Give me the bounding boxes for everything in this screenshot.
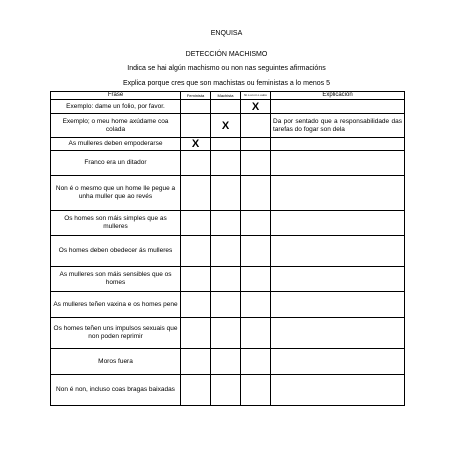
cell-ningun[interactable] xyxy=(241,114,271,138)
cell-frase: Moros fuera xyxy=(51,349,181,375)
cell-machista[interactable] xyxy=(211,349,241,375)
header-explicacion: Explicación xyxy=(271,92,405,100)
cell-ningun[interactable] xyxy=(241,151,271,176)
cell-ningun[interactable] xyxy=(241,318,271,349)
cell-feminista[interactable] xyxy=(181,292,211,318)
cell-frase: Exemplo: dame un folio, por favor. xyxy=(51,100,181,114)
cell-ningun[interactable] xyxy=(241,211,271,236)
x-mark: X xyxy=(251,100,260,113)
cell-feminista[interactable] xyxy=(181,151,211,176)
cell-machista[interactable] xyxy=(211,114,241,138)
cell-machista[interactable] xyxy=(211,318,241,349)
cell-ningun[interactable] xyxy=(241,267,271,292)
table-row xyxy=(51,211,405,236)
cell-explicacion[interactable]: Da por sentado que a responsabilidade das tarefas do fogar son dela xyxy=(271,114,405,138)
cell-frase: As mulleres son máis sensibles que os homes xyxy=(51,267,181,292)
cell-machista[interactable] xyxy=(211,211,241,236)
cell-explicacion[interactable] xyxy=(271,292,405,318)
table-row xyxy=(51,349,405,375)
cell-explicacion[interactable] xyxy=(271,236,405,267)
table-row xyxy=(51,267,405,292)
cell-feminista[interactable] xyxy=(181,318,211,349)
cell-frase: Exemplo; o meu home axúdame coa colada xyxy=(51,114,181,138)
instruction-line-1: Indica se hai algún machismo ou non nas seguintes afirmacións xyxy=(127,65,326,72)
table-header-row xyxy=(51,92,405,100)
instruction-line-2: Explica porque cres que son machistas ou feministas a lo menos 5 xyxy=(123,80,330,87)
cell-feminista[interactable] xyxy=(181,100,211,114)
cell-feminista[interactable] xyxy=(181,114,211,138)
cell-machista[interactable] xyxy=(211,100,241,114)
table-row xyxy=(51,114,405,138)
table-row xyxy=(51,100,405,114)
cell-feminista[interactable] xyxy=(181,211,211,236)
cell-explicacion[interactable] xyxy=(271,138,405,151)
cell-ningun[interactable] xyxy=(241,100,271,114)
cell-frase: Franco era un ditador xyxy=(51,151,181,176)
cell-explicacion[interactable] xyxy=(271,176,405,211)
cell-frase: Non é o mesmo que un home lle pegue a unha muller que ao revés xyxy=(51,176,181,211)
document-title: ENQUISA xyxy=(210,30,243,37)
cell-feminista[interactable] xyxy=(181,375,211,406)
cell-machista[interactable] xyxy=(211,292,241,318)
cell-explicacion[interactable] xyxy=(271,318,405,349)
cell-feminista[interactable] xyxy=(181,349,211,375)
cell-feminista[interactable] xyxy=(181,138,211,151)
cell-ningun[interactable] xyxy=(241,176,271,211)
cell-explicacion[interactable] xyxy=(271,211,405,236)
cell-frase: Os homes teñen uns impulsos sexuais que non poden reprimir xyxy=(51,318,181,349)
cell-frase: As mulleres deben empoderarse xyxy=(51,138,181,151)
header-machista: Machista xyxy=(211,92,241,100)
cell-explicacion[interactable] xyxy=(271,349,405,375)
cell-ningun[interactable] xyxy=(241,236,271,267)
cell-frase: Non é non, incluso coas bragas baixadas xyxy=(51,375,181,406)
cell-explicacion[interactable] xyxy=(271,100,405,114)
header-feminista: Feminista xyxy=(181,92,211,100)
cell-ningun[interactable] xyxy=(241,138,271,151)
cell-machista[interactable] xyxy=(211,267,241,292)
header-ningun: Ni o un ni o outro xyxy=(241,92,271,100)
cell-frase: Os homes son máis simples que as mulleres xyxy=(51,211,181,236)
header-frase: Frase xyxy=(51,92,181,100)
cell-explicacion[interactable] xyxy=(271,267,405,292)
x-mark: X xyxy=(221,119,230,132)
cell-feminista[interactable] xyxy=(181,267,211,292)
cell-feminista[interactable] xyxy=(181,176,211,211)
cell-machista[interactable] xyxy=(211,236,241,267)
table-row xyxy=(51,151,405,176)
cell-machista[interactable] xyxy=(211,138,241,151)
table-row xyxy=(51,236,405,267)
cell-ningun[interactable] xyxy=(241,292,271,318)
cell-explicacion[interactable] xyxy=(271,151,405,176)
cell-ningun[interactable] xyxy=(241,375,271,406)
table-row xyxy=(51,138,405,151)
table-row xyxy=(51,375,405,406)
table-row xyxy=(51,318,405,349)
table-row xyxy=(51,176,405,211)
cell-explicacion[interactable] xyxy=(271,375,405,406)
document-subtitle: DETECCIÓN MACHISMO xyxy=(185,51,268,58)
cell-feminista[interactable] xyxy=(181,236,211,267)
cell-ningun[interactable] xyxy=(241,349,271,375)
cell-machista[interactable] xyxy=(211,151,241,176)
cell-machista[interactable] xyxy=(211,375,241,406)
table-row xyxy=(51,292,405,318)
cell-machista[interactable] xyxy=(211,176,241,211)
x-mark: X xyxy=(191,138,200,150)
survey-table xyxy=(50,91,405,406)
cell-frase: As mulleres teñen vaxina e os homes pene xyxy=(51,292,181,318)
cell-frase: Os homes deben obedecer ás mulleres xyxy=(51,236,181,267)
